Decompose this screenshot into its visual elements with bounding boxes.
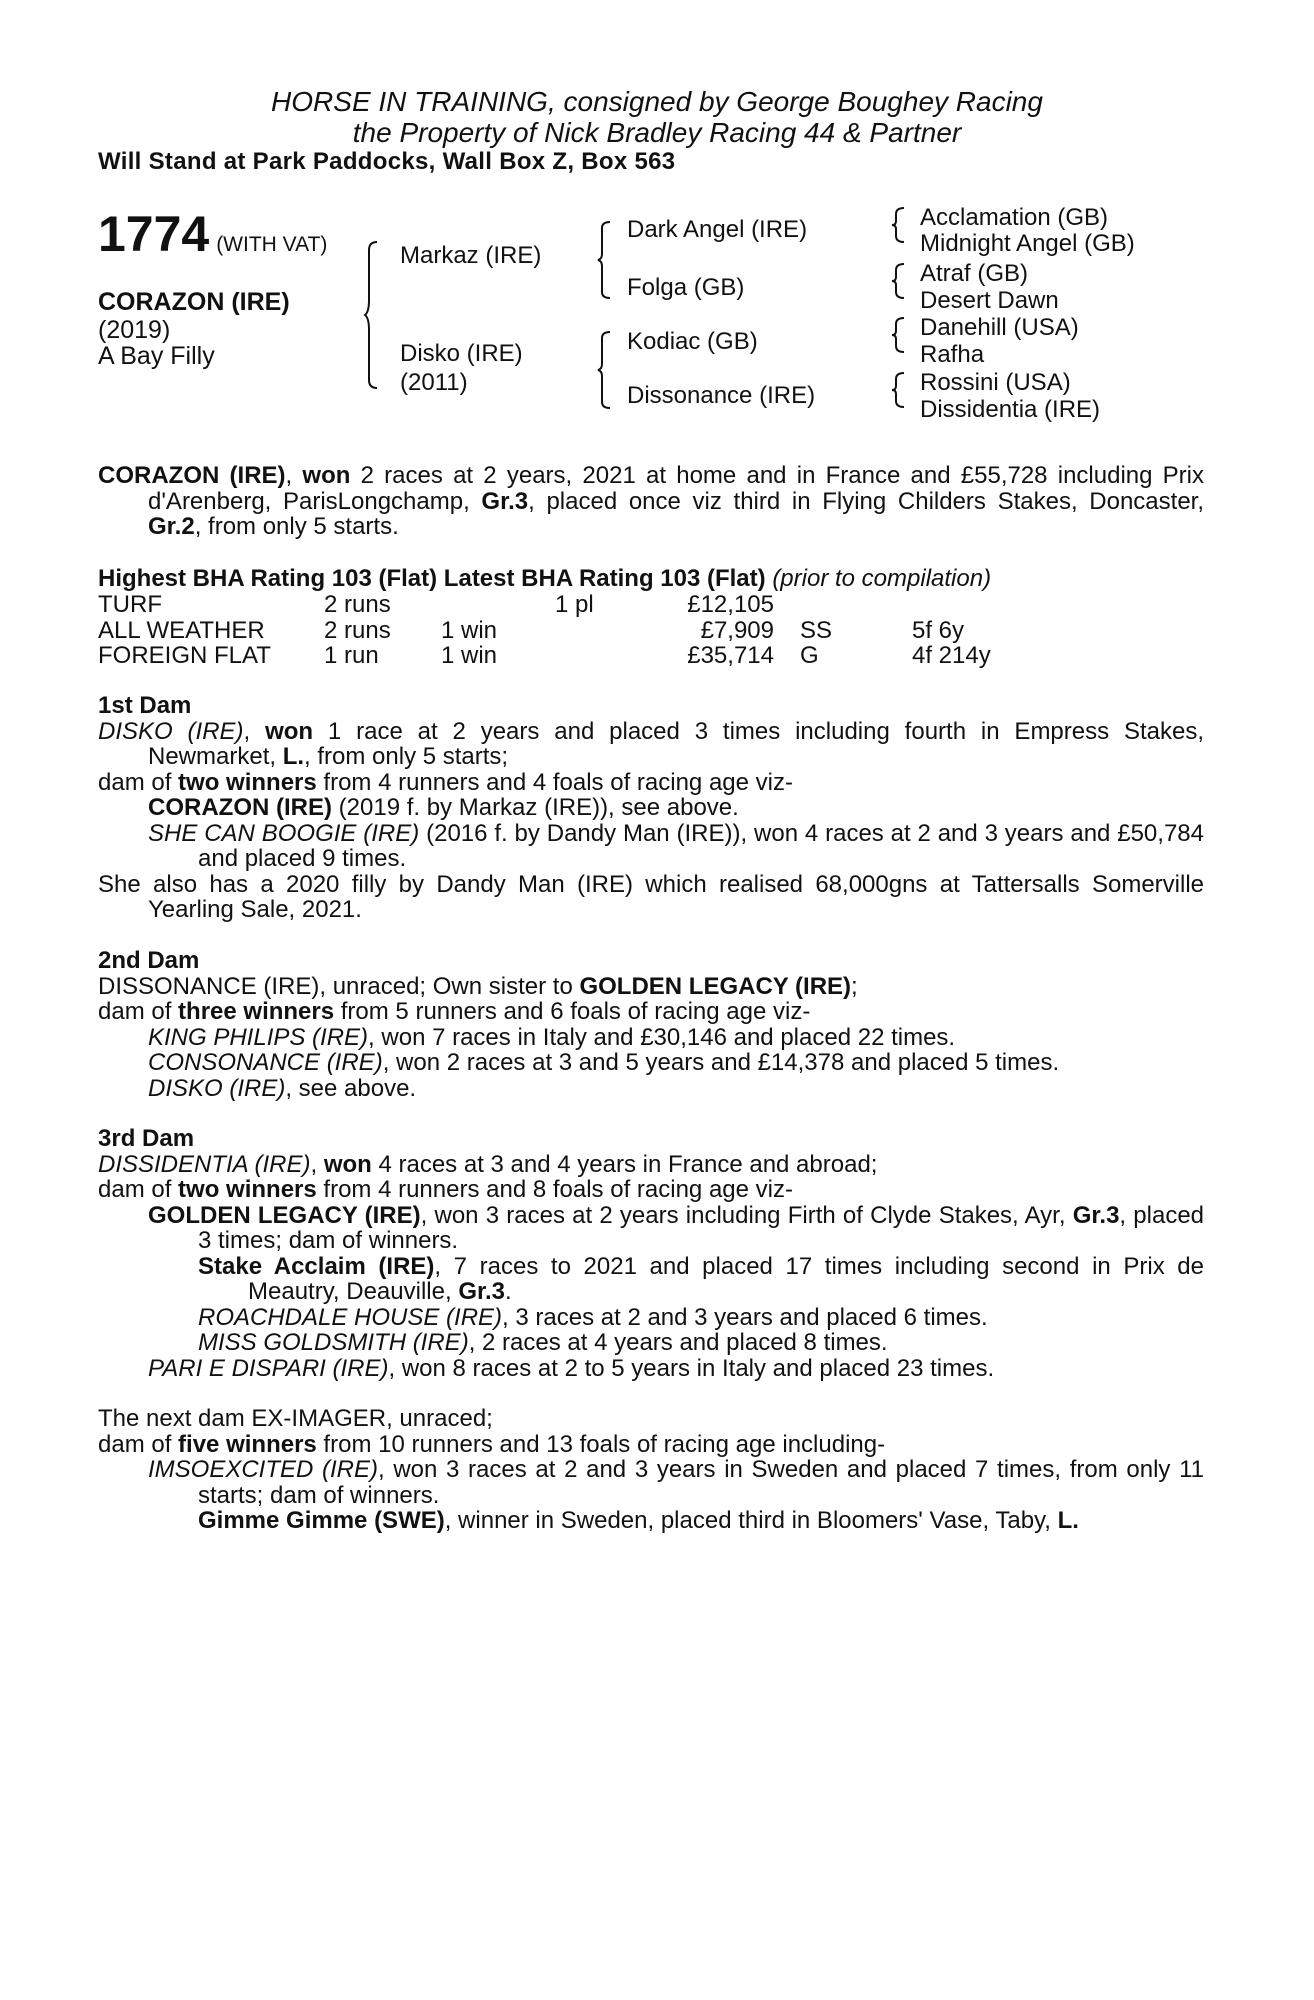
sire-sire: Dark Angel (IRE) — [627, 216, 808, 243]
next-dam-section — [98, 1406, 1204, 1534]
first-dam-produce-1 — [98, 795, 1204, 821]
gen3-8: Dissidentia (IRE) — [920, 396, 1101, 423]
sire: Markaz (IRE) — [400, 242, 542, 269]
header-line-2: the Property of Nick Bradley Racing 44 & Partner — [352, 117, 962, 148]
produce-name: Stake Acclaim (IRE) — [198, 1252, 435, 1280]
first-dam-listed: L. — [282, 743, 305, 770]
first-dam-won: won — [265, 717, 314, 745]
produce-text: , see above. — [285, 1074, 417, 1102]
second-dam-produce-1 — [98, 1025, 1204, 1051]
dam-dam: Dissonance (IRE) — [627, 382, 816, 409]
second-dam-record — [98, 974, 1204, 1000]
first-dam-produce-text: from 4 runners and 4 foals of racing age viz- — [316, 768, 793, 796]
first-dam-also: She also has a 2020 filly by Dandy Man (IRE) which realised 68,000gns at Tattersalls Somerville Yearling Sale, 2021. — [98, 870, 1204, 923]
first-dam-text-2: , from only 5 starts; — [304, 743, 509, 770]
produce-text: , winner in Sweden, placed third in Bloomers' Vase, Taby, — [444, 1507, 1058, 1534]
first-dam-text-1: 1 race at 2 years and placed 3 times including fourth in Empress Stakes, Newmarket, — [148, 717, 1205, 770]
second-dam-produce-text: from 5 runners and 6 foals of racing age viz- — [334, 998, 811, 1025]
third-dam-heading: 3rd Dam — [98, 1125, 195, 1152]
third-dam-produce-summary — [98, 1177, 1204, 1203]
vat-label: (WITH VAT) — [216, 233, 328, 256]
record-wins: 1 win — [441, 642, 498, 669]
produce-text: , 3 races at 2 and 3 years and placed 6 times. — [502, 1303, 988, 1331]
gen3-3: Atraf (GB) — [920, 260, 1029, 287]
record-placed: 1 pl — [555, 591, 594, 618]
third-dam-produce-1 — [98, 1203, 1204, 1254]
gen3-6: Rafha — [920, 341, 985, 368]
first-dam-dam-of: dam of — [98, 768, 179, 796]
next-dam-produce-summary — [98, 1432, 1204, 1458]
third-dam-text-1: 4 races at 3 and 4 years in France and abroad; — [371, 1150, 878, 1178]
next-dam-produce-text: from 10 runners and 13 foals of racing age including- — [316, 1430, 886, 1458]
record-runs: 2 runs — [324, 591, 391, 618]
gen3-bracket-3 — [892, 316, 906, 354]
second-dam-heading: 2nd Dam — [98, 947, 200, 974]
produce-name: ROACHDALE HOUSE (IRE) — [198, 1303, 503, 1331]
third-dam-record — [98, 1152, 1204, 1178]
next-dam-grandproduce-1 — [98, 1508, 1204, 1534]
produce-grade: Gr.3 — [458, 1278, 506, 1305]
first-dam-race-record: DISKO (IRE), won 1 race at 2 years and placed 3 times including fourth in Empress Stakes, Newmarket, L., from only 5 starts; — [98, 717, 1205, 770]
sire-dam-bracket — [365, 240, 379, 390]
second-dam-winners-count: three winners — [178, 998, 335, 1025]
gen3-2: Midnight Angel (GB) — [920, 230, 1135, 257]
third-dam-sep: , — [310, 1150, 324, 1178]
gen3-1: Acclamation (GB) — [920, 204, 1109, 231]
record-type: TURF — [98, 591, 162, 618]
produce-name: MISS GOLDSMITH (IRE) — [198, 1329, 469, 1356]
next-dam-dam-of: dam of — [98, 1430, 179, 1458]
horse-description: A Bay Filly — [98, 342, 215, 370]
gen3-bracket-4 — [892, 371, 906, 409]
record-prize: £35,714 — [687, 642, 774, 669]
third-dam-dam-of: dam of — [98, 1176, 179, 1203]
produce-name: CORAZON (IRE) — [148, 794, 332, 821]
first-dam-winners-count: two winners — [178, 768, 317, 796]
horse-year: (2019) — [98, 316, 171, 344]
dam-sire: Kodiac (GB) — [627, 328, 758, 355]
produce-name: CONSONANCE (IRE) — [148, 1049, 383, 1076]
lot-header — [98, 205, 327, 263]
produce-grade: Gr.3 — [1072, 1201, 1120, 1229]
produce-name: KING PHILIPS (IRE) — [148, 1023, 369, 1051]
summary-won: won — [302, 462, 351, 489]
gen3-bracket-1 — [892, 206, 906, 244]
record-prize: £12,105 — [687, 591, 774, 618]
summary-gr2: Gr.2 — [148, 513, 195, 540]
rating-line — [98, 565, 991, 593]
rating-bold: Highest BHA Rating 103 (Flat) Latest BHA Rating 103 (Flat) — [98, 565, 766, 592]
produce-text: , won 3 races at 2 years including Firth of Clyde Stakes, Ayr, — [420, 1201, 1073, 1229]
gen3-bracket-2 — [892, 262, 906, 300]
produce-text: , won 8 races at 2 to 5 years in Italy and placed 23 times. — [388, 1354, 995, 1382]
produce-text: , won 2 races at 3 and 5 years and £14,378 and placed 5 times. — [382, 1049, 1060, 1076]
first-dam-name: DISKO (IRE) — [98, 717, 244, 745]
record-distance: 5f 6y — [912, 616, 965, 644]
summary-horse-name: CORAZON (IRE) — [98, 462, 286, 489]
produce-text: , won 7 races in Italy and £30,146 and placed 22 times. — [368, 1023, 956, 1051]
first-dam-section — [98, 693, 1204, 923]
second-dam-produce-summary — [98, 999, 1204, 1025]
sire-dam: Folga (GB) — [627, 274, 745, 301]
second-dam-text-1: DISSONANCE (IRE), unraced; Own sister to — [98, 972, 580, 1000]
record-surface: G — [800, 642, 819, 669]
gen3-4: Desert Dawn — [920, 287, 1059, 314]
third-dam-produce-2 — [98, 1356, 1204, 1382]
record-wins: 1 win — [441, 616, 498, 644]
produce-name: IMSOEXCITED (IRE) — [148, 1456, 379, 1483]
produce-text: , 2 races at 4 years and placed 8 times. — [468, 1329, 888, 1356]
record-type: ALL WEATHER — [98, 616, 265, 644]
sire-parents-bracket — [598, 220, 612, 300]
second-dam-produce-2 — [98, 1050, 1204, 1076]
next-dam-produce-1 — [98, 1457, 1204, 1508]
dam-year: (2011) — [400, 369, 468, 396]
first-dam-produce-summary — [98, 770, 1204, 796]
lot-number: 1774 — [98, 206, 210, 262]
third-dam-grandproduce-3 — [98, 1330, 1204, 1356]
gen3-7: Rossini (USA) — [920, 369, 1071, 396]
summary-gr3: Gr.3 — [481, 487, 529, 515]
dam: Disko (IRE) — [400, 340, 523, 367]
second-dam-text-2: ; — [851, 972, 858, 1000]
third-dam-grandproduce-2 — [98, 1305, 1204, 1331]
next-dam-line: The next dam EX-IMAGER, unraced; — [98, 1405, 493, 1432]
produce-text-2: , placed 3 times; dam of winners. — [198, 1201, 1205, 1254]
third-dam-won: won — [323, 1150, 372, 1178]
header-line-1: HORSE IN TRAINING, consigned by George Boughey Racing — [271, 86, 1043, 117]
record-prize: £7,909 — [700, 616, 774, 644]
produce-text: , won 3 races at 2 and 3 years in Sweden and placed 7 times, from only 11 starts; dam of winners. — [198, 1456, 1205, 1509]
produce-name: GOLDEN LEGACY (IRE) — [148, 1201, 421, 1229]
produce-text-2: . — [505, 1278, 512, 1305]
summary-text-3: , from only 5 starts. — [194, 513, 399, 540]
second-dam-produce-3 — [98, 1076, 1204, 1102]
next-dam-winners-count: five winners — [178, 1430, 317, 1458]
dam-parents-bracket — [598, 330, 612, 410]
first-dam-heading: 1st Dam — [98, 692, 192, 719]
third-dam-section — [98, 1126, 1204, 1381]
second-dam-dam-of: dam of — [98, 998, 179, 1025]
produce-text: (2016 f. by Dandy Man (IRE)), won 4 races at 2 and 3 years and £50,784 and placed 9 times. — [198, 819, 1204, 872]
gen3-5: Danehill (USA) — [920, 314, 1079, 341]
produce-listed: L. — [1057, 1507, 1079, 1534]
header-line-3: Will Stand at Park Paddocks, Wall Box Z, Box 563 — [98, 148, 676, 175]
summary-block — [98, 463, 1204, 540]
produce-name: DISKO (IRE) — [148, 1074, 286, 1102]
record-surface: SS — [800, 616, 833, 644]
record-type: FOREIGN FLAT — [98, 642, 271, 669]
third-dam-name: DISSIDENTIA (IRE) — [98, 1150, 311, 1178]
third-dam-winners-count: two winners — [178, 1176, 317, 1203]
third-dam-produce-text: from 4 runners and 8 foals of racing age viz- — [316, 1176, 793, 1203]
record-runs: 2 runs — [324, 616, 391, 644]
third-dam-grandproduce-1 — [98, 1254, 1204, 1305]
produce-name: PARI E DISPARI (IRE) — [148, 1354, 389, 1382]
rating-note: (prior to compilation) — [772, 565, 992, 592]
produce-name: Gimme Gimme (SWE) — [198, 1507, 445, 1534]
record-runs: 1 run — [324, 642, 379, 669]
record-distance: 4f 214y — [912, 642, 991, 669]
summary-paragraph: CORAZON (IRE), won 2 races at 2 years, 2021 at home and in France and £55,728 including Prix d'Arenberg, ParisLongchamp, Gr.3, placed once viz third in Flying Childers Stakes, Doncaster, Gr.2, from only 5 starts. — [98, 462, 1205, 540]
second-dam-sister: GOLDEN LEGACY (IRE) — [579, 972, 852, 1000]
second-dam-section — [98, 948, 1204, 1101]
summary-text-1: 2 races at 2 years, 2021 at home and in France and £55,728 including Prix d'Arenberg, ParisLongchamp, — [148, 462, 1205, 515]
produce-text: , 7 races to 2021 and placed 17 times including second in Prix de Meautry, Deauville, — [248, 1252, 1204, 1305]
summary-text-2: , placed once viz third in Flying Childers Stakes, Doncaster, — [528, 487, 1204, 515]
produce-name: SHE CAN BOOGIE (IRE) — [148, 819, 420, 847]
horse-name: CORAZON (IRE) — [98, 288, 290, 316]
produce-text: (2019 f. by Markaz (IRE)), see above. — [331, 794, 739, 821]
first-dam-produce-2 — [98, 821, 1204, 872]
